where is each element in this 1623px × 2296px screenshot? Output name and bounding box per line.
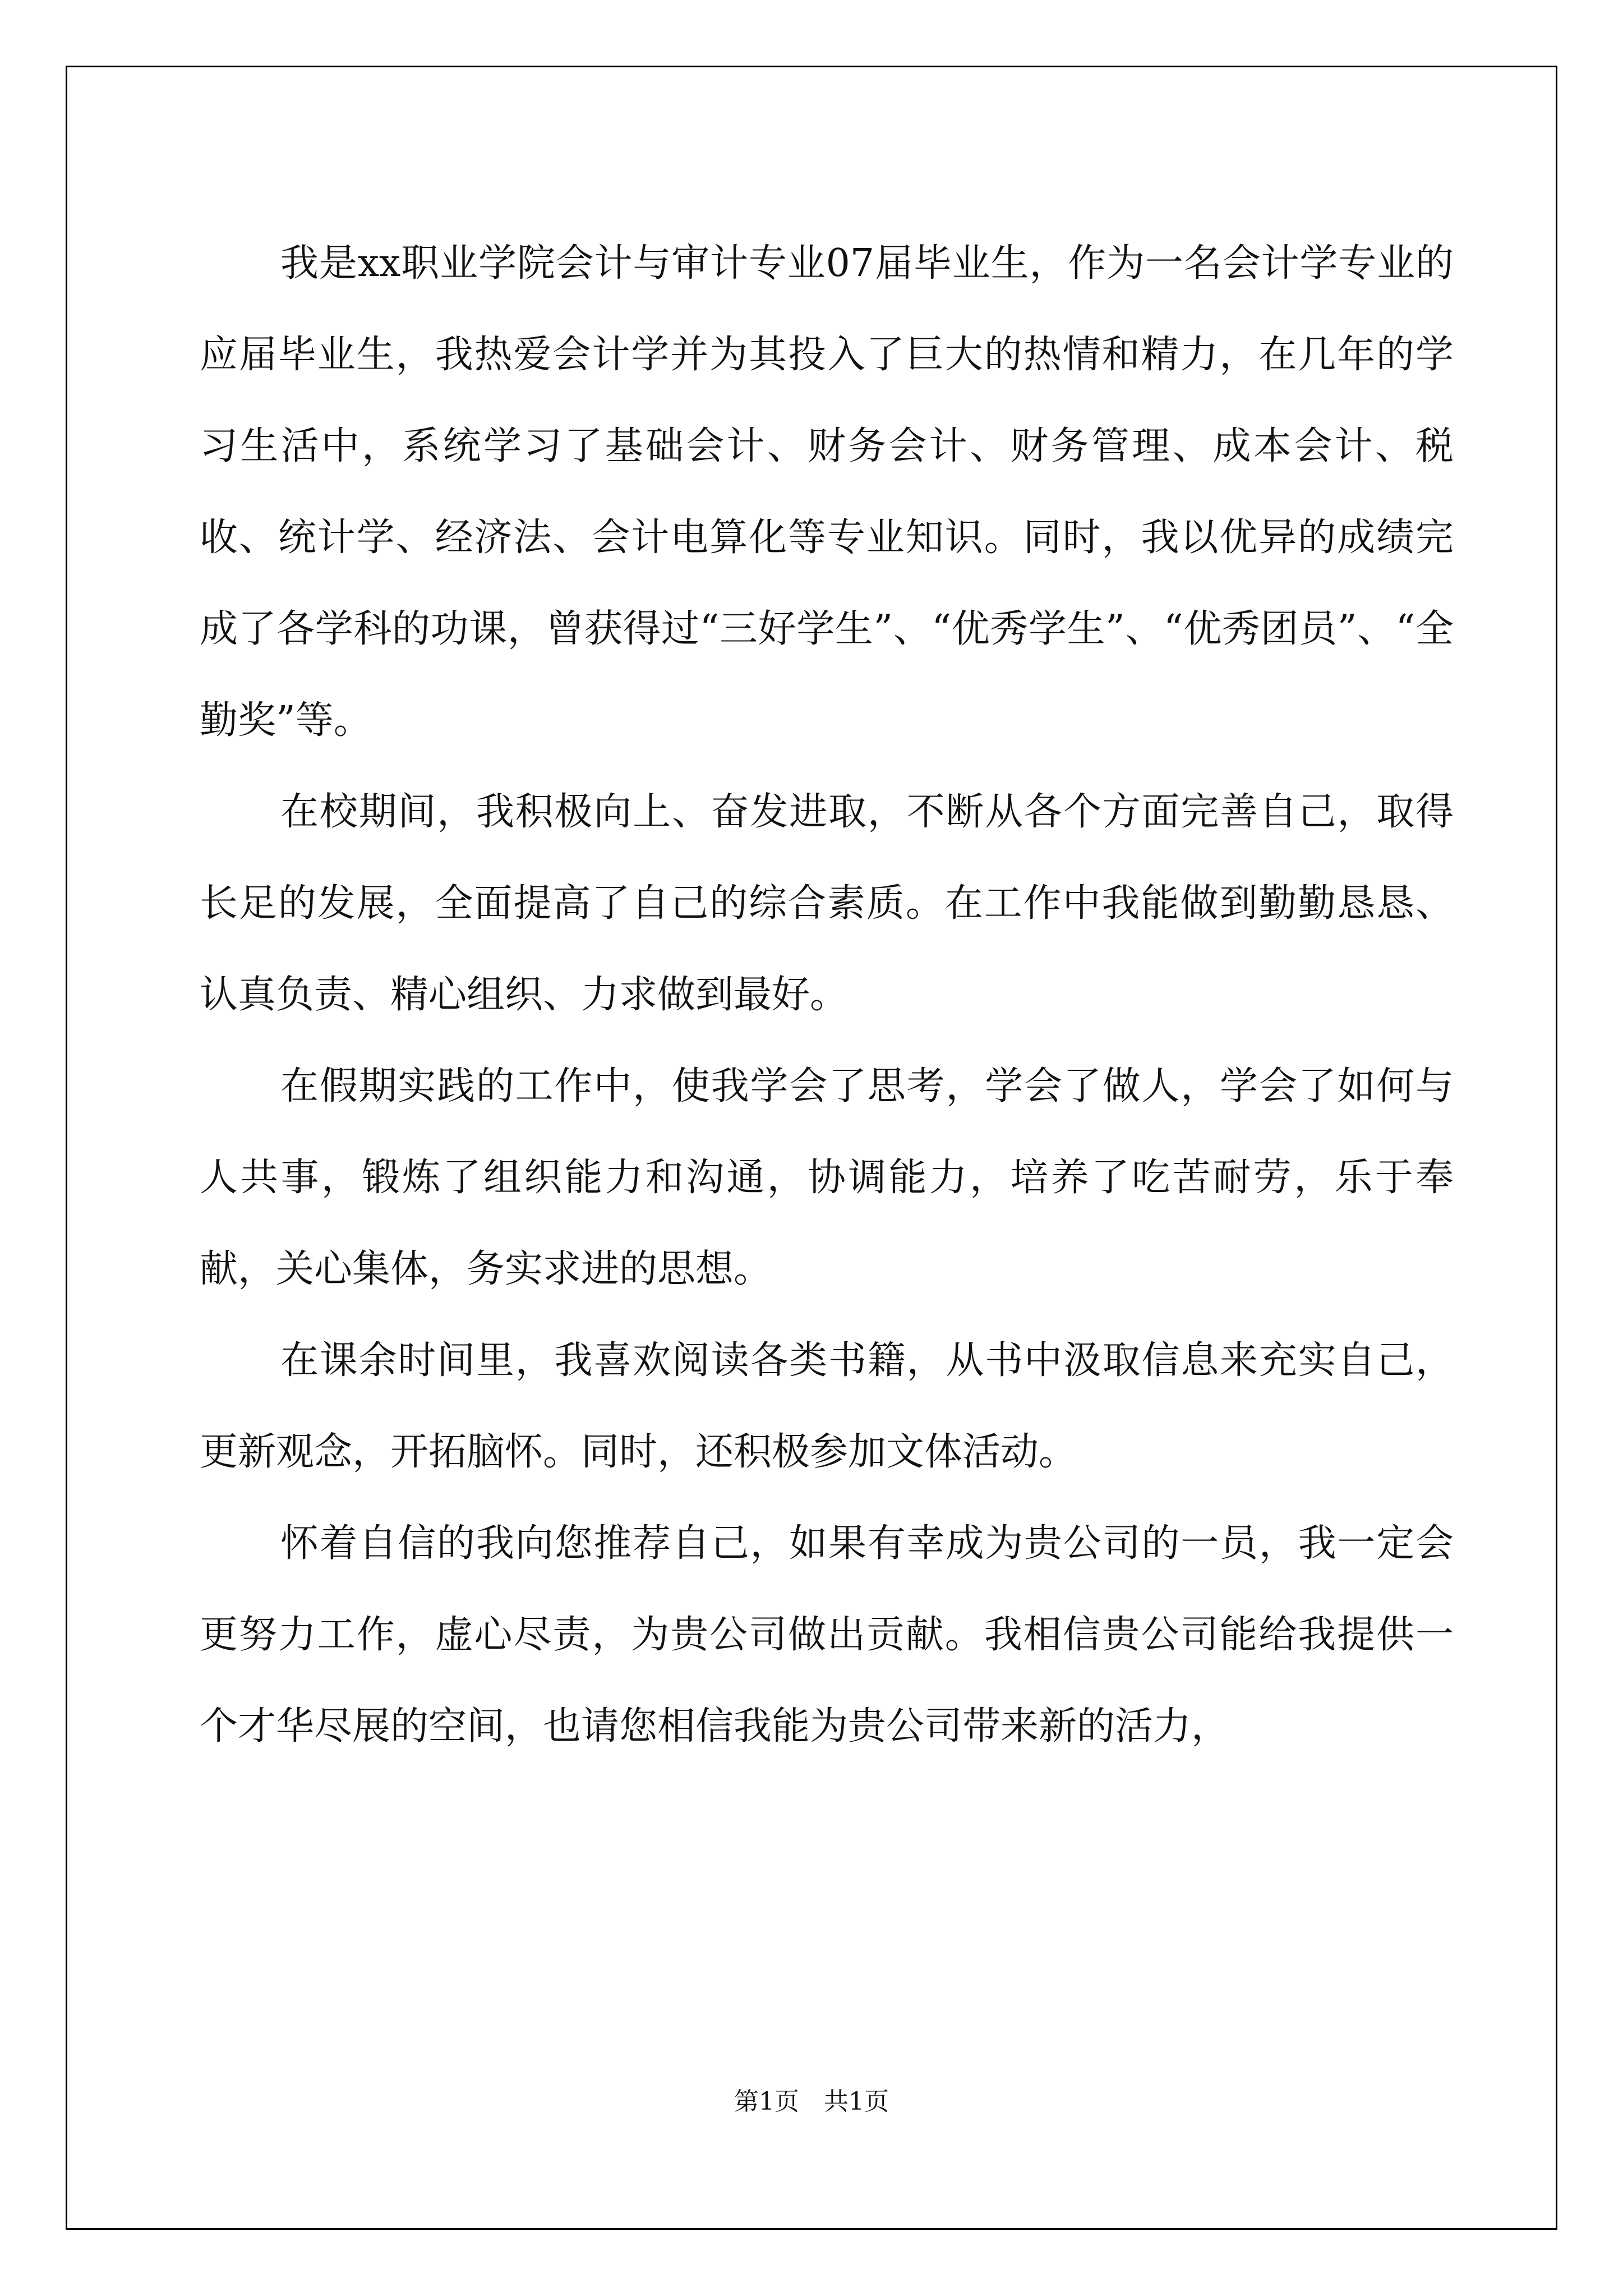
paragraph-4: 在课余时间里，我喜欢阅读各类书籍，从书中汲取信息来充实自己，更新观念，开拓脑怀。同时，还积极参加文体活动。 [200, 1338, 1454, 1474]
page-footer [0, 2085, 1623, 2119]
paragraph-2: 在校期间，我积极向上、奋发进取，不断从各个方面完善自己，取得长足的发展，全面提高了自己的综合素质。在工作中我能做到勤勤恳恳、认真负责、精心组织、力求做到最好。 [200, 790, 1454, 1017]
page-number-current: 第1页 [734, 2087, 799, 2116]
paragraph-5: 怀着自信的我向您推荐自己，如果有幸成为贵公司的一员，我一定会更努力工作，虚心尽责，为贵公司做出贡献。我相信贵公司能给我提供一个才华尽展的空间，也请您相信我能为贵公司带来新的活力， [200, 1521, 1454, 1749]
paragraph-1: 我是xx职业学院会计与审计专业07届毕业生，作为一名会计学专业的应届毕业生，我热爱会计学并为其投入了巨大的热情和精力，在几年的学习生活中，系统学习了基础会计、财务会计、财务管理、成本会计、税收、统计学、经济法、会计电算化等专业知识。同时，我以优异的成绩完成了各学科的功课，曾获得过“三好学生”、“优秀学生”、“优秀团员”、“全勤奖”等。 [200, 241, 1454, 743]
page-number-total: 共1页 [824, 2087, 889, 2116]
paragraph-3: 在假期实践的工作中，使我学会了思考，学会了做人，学会了如何与人共事，锻炼了组织能力和沟通，协调能力，培养了吃苦耐劳，乐于奉献，关心集体，务实求进的思想。 [200, 1064, 1454, 1291]
document-body [200, 218, 1454, 1772]
